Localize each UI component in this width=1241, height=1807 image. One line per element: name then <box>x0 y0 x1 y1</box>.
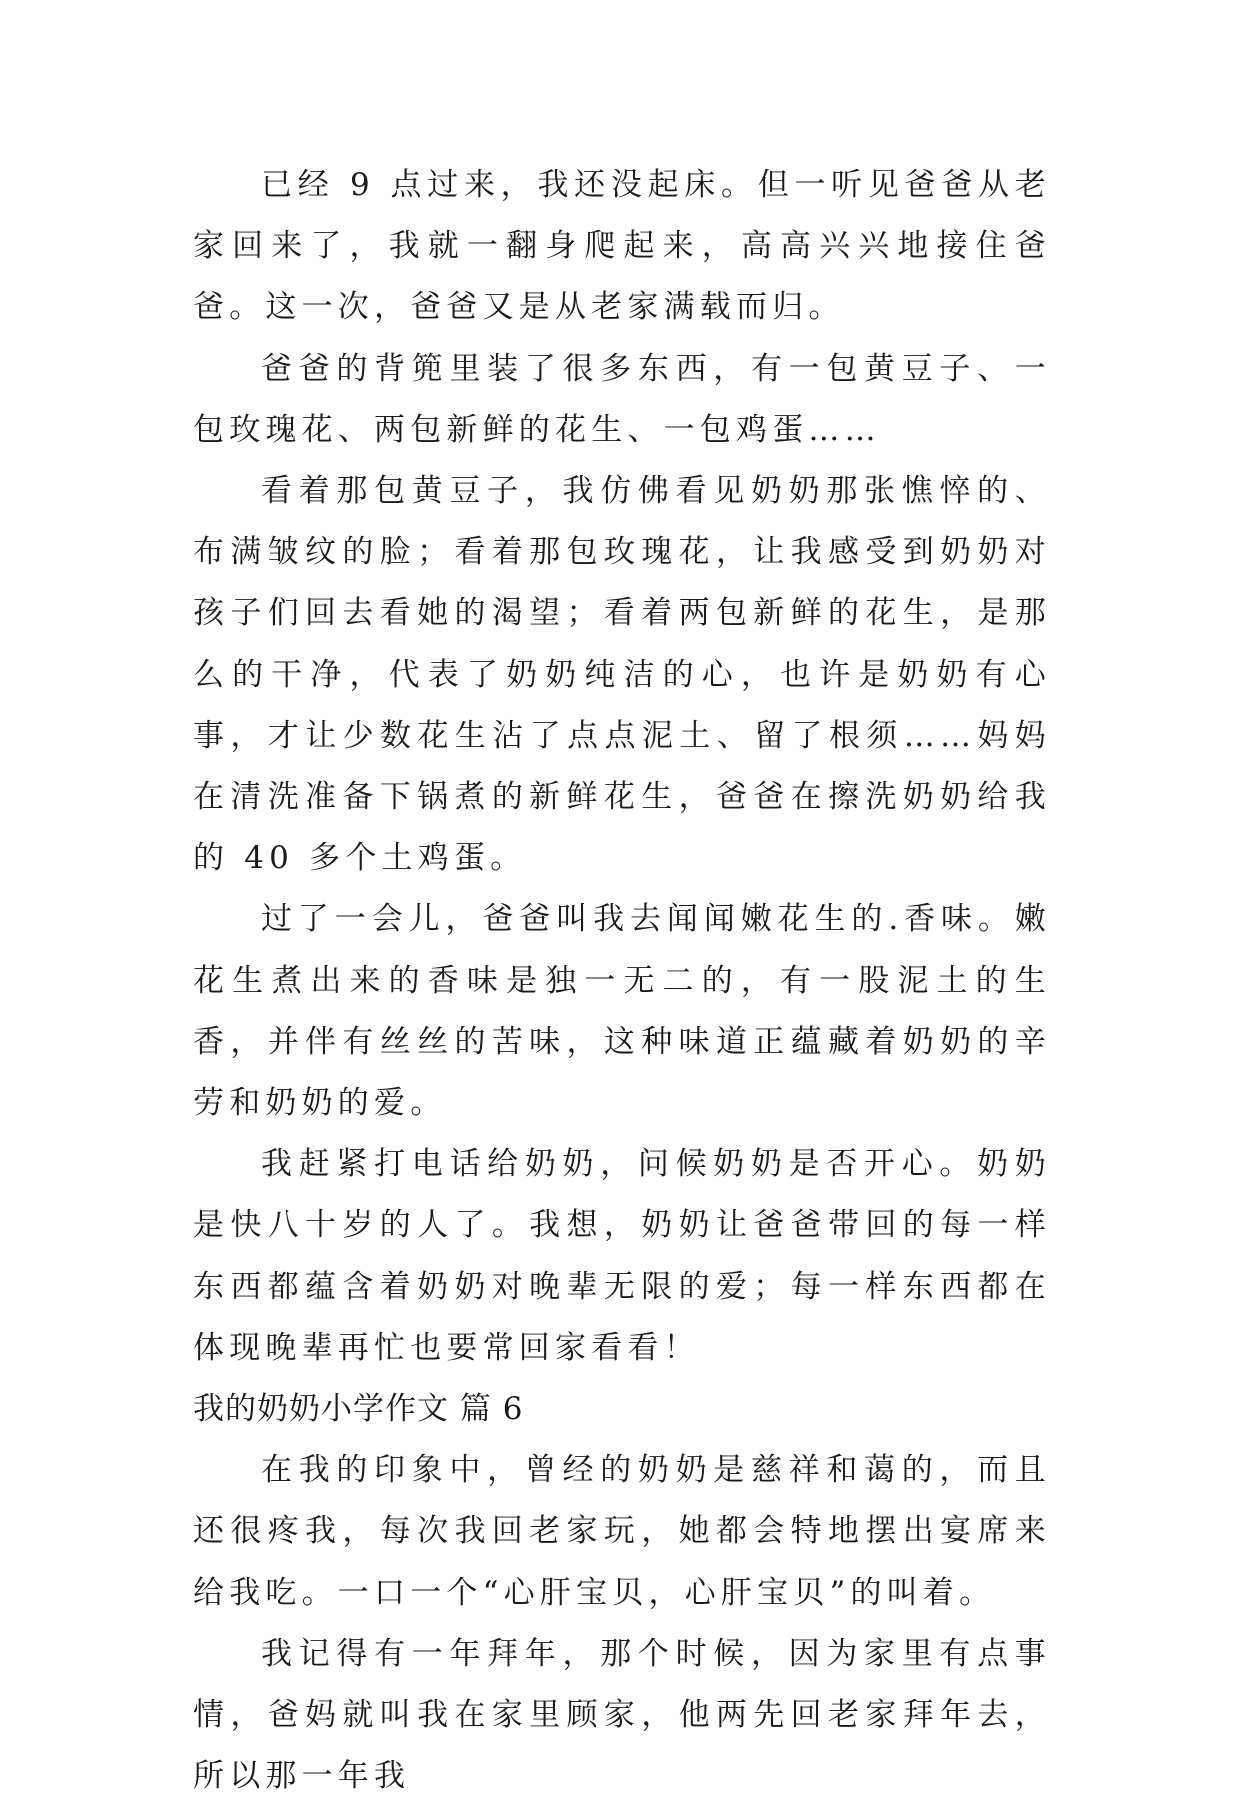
paragraph-waking-up: 已经 9 点过来，我还没起床。但一听见爸爸从老家回来了，我就一翻身爬起来，高高兴兴地接住爸爸。这一次，爸爸又是从老家满载而归。 <box>193 167 1051 326</box>
paragraph-peanut-aroma: 过了一会儿，爸爸叫我去闻闻嫩花生的.香味。嫩花生煮出来的香味是独一无二的，有一股泥土的生香，并伴有丝丝的苦味，这种味道正蕴藏着奶奶的辛劳和奶奶的爱。 <box>193 901 1051 1122</box>
paragraph-grandma-memories: 看着那包黄豆子，我仿佛看见奶奶那张憔悴的、布满皱纹的脸；看着那包玫瑰花，让我感受到奶奶对孩子们回去看她的渴望；看着两包新鲜的花生，是那么的干净，代表了奶奶纯洁的心，也许是奶奶有心事，才让少数花生沾了点点泥土、留了根须……妈妈在清洗准备下锅煮的新鲜花生，爸爸在擦洗奶奶给我的 40 多个土鸡蛋。 <box>193 473 1051 877</box>
paragraph-new-year: 我记得有一年拜年，那个时候，因为家里有点事情，爸妈就叫我在家里顾家，他两先回老家拜年去，所以那一年我 <box>193 1635 1051 1795</box>
section-heading: 我的奶奶小学作文 篇 6 <box>193 1391 524 1428</box>
paragraph-basket-contents: 爸爸的背篼里装了很多东西，有一包黄豆子、一包玫瑰花、两包新鲜的花生、一包鸡蛋…… <box>193 350 1051 448</box>
paragraph-phone-call: 我赶紧打电话给奶奶，问候奶奶是否开心。奶奶是快八十岁的人了。我想，奶奶让爸爸带回的每一样东西都蕴含着奶奶对晚辈无限的爱；每一样东西都在体现晚辈再忙也要常回家看看！ <box>193 1146 1051 1366</box>
paragraph-impression: 在我的印象中，曾经的奶奶是慈祥和蔼的，而且还很疼我，每次我回老家玩，她都会特地摆出宴席来给我吃。一口一个“心肝宝贝，心肝宝贝”的叫着。 <box>193 1452 1051 1611</box>
document-body <box>193 155 1051 1807</box>
